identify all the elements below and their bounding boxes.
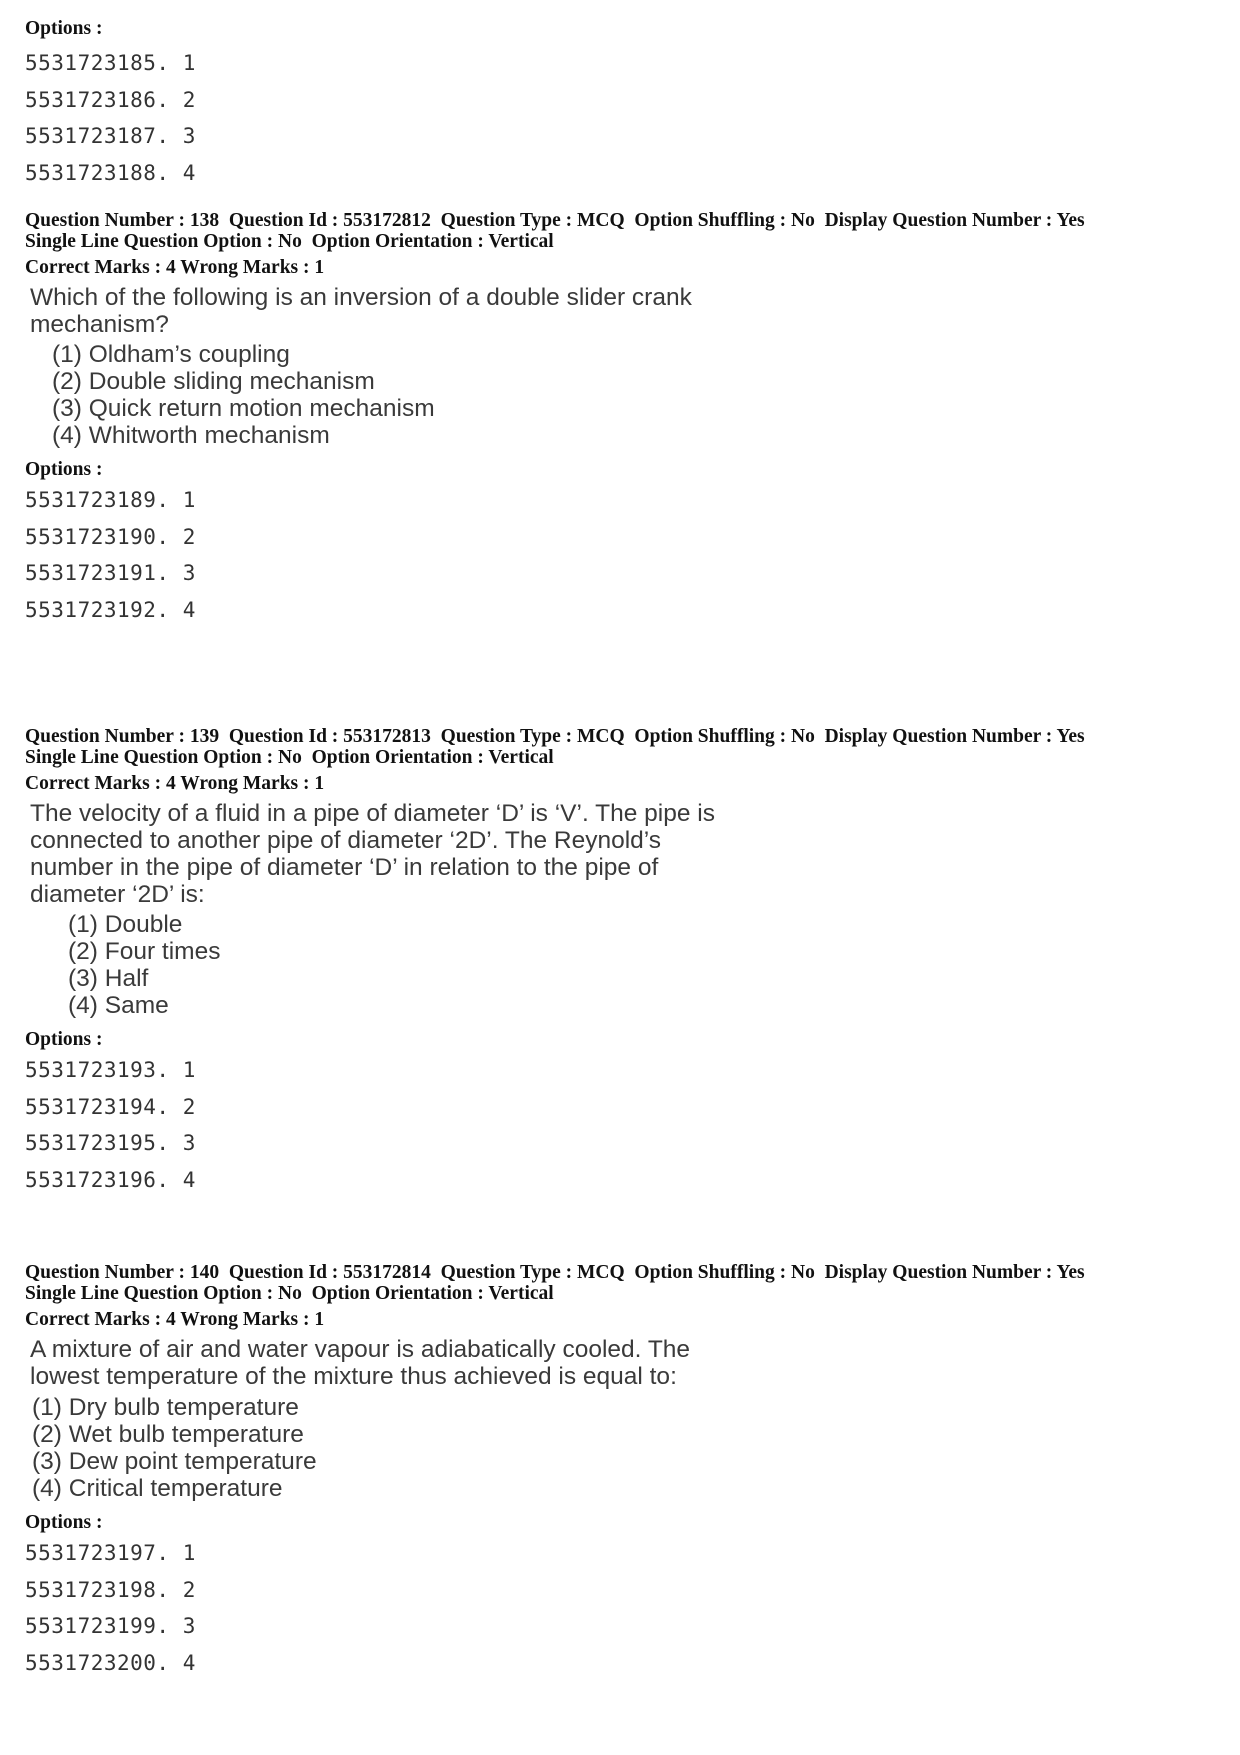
- answer-choice: (2) Double sliding mechanism: [52, 368, 375, 395]
- question-meta: Question Number : 140 Question Id : 553172814 Question Type : MCQ Option Shuffling : No Display Question Number : Yes: [25, 1262, 1085, 1283]
- option-row: 5531723195. 3: [25, 1131, 196, 1155]
- option-row: 5531723186. 2: [25, 87, 196, 112]
- question-140: [25, 1262, 1215, 1681]
- question-meta: Question Number : 138 Question Id : 553172812 Question Type : MCQ Option Shuffling : No Display Question Number : Yes: [25, 210, 1085, 231]
- question-meta: Single Line Question Option : No Option Orientation : Vertical: [25, 747, 554, 768]
- answer-choice: (1) Oldham’s coupling: [52, 341, 290, 368]
- answer-choice: (4) Whitworth mechanism: [52, 422, 330, 449]
- option-row: 5531723185. 1: [25, 51, 196, 75]
- question-138: [25, 210, 1215, 628]
- answer-choice: (1) Double: [68, 911, 183, 938]
- option-row: 5531723194. 2: [25, 1094, 196, 1119]
- option-row: 5531723189. 1: [25, 488, 196, 512]
- option-row: 5531723190. 2: [25, 524, 196, 549]
- question-meta: Single Line Question Option : No Option Orientation : Vertical: [25, 231, 554, 252]
- question-line: diameter ‘2D’ is:: [30, 881, 205, 908]
- options-label: Options :: [25, 1512, 103, 1533]
- option-row: 5531723191. 3: [25, 561, 196, 585]
- question-marks: Correct Marks : 4 Wrong Marks : 1: [25, 773, 325, 794]
- option-row: 5531723200. 4: [25, 1650, 196, 1675]
- answer-choice: (3) Dew point temperature: [32, 1448, 317, 1475]
- answer-choice: (2) Wet bulb temperature: [32, 1421, 304, 1448]
- answer-choice: (3) Quick return motion mechanism: [52, 395, 435, 422]
- question-text: [30, 284, 1215, 449]
- question-marks: Correct Marks : 4 Wrong Marks : 1: [25, 257, 325, 278]
- answer-choice: (4) Same: [68, 992, 169, 1019]
- option-row: 5531723199. 3: [25, 1614, 196, 1638]
- question-meta: Single Line Question Option : No Option Orientation : Vertical: [25, 1283, 554, 1304]
- question-text: [30, 1336, 1215, 1502]
- question-line: connected to another pipe of diameter ‘2D’. The Reynold’s: [30, 827, 662, 854]
- answer-choice: (3) Half: [68, 965, 149, 992]
- question-139: [25, 726, 1215, 1198]
- question-text: [30, 800, 1215, 1019]
- options-label: Options :: [25, 459, 103, 480]
- question-line: A mixture of air and water vapour is adiabatically cooled. The: [30, 1336, 691, 1363]
- options-label: Options :: [25, 1029, 103, 1050]
- option-row: 5531723198. 2: [25, 1577, 196, 1602]
- option-row: 5531723192. 4: [25, 597, 196, 622]
- options-label: Options :: [25, 18, 103, 39]
- option-row: 5531723187. 3: [25, 124, 196, 148]
- question-line: The velocity of a fluid in a pipe of diameter ‘D’ is ‘V’. The pipe is: [30, 800, 715, 827]
- option-row: 5531723193. 1: [25, 1058, 196, 1082]
- option-row: 5531723196. 4: [25, 1167, 196, 1192]
- question-marks: Correct Marks : 4 Wrong Marks : 1: [25, 1309, 325, 1330]
- answer-choice: (1) Dry bulb temperature: [32, 1394, 299, 1421]
- question-line: lowest temperature of the mixture thus achieved is equal to:: [30, 1363, 677, 1390]
- question-line: number in the pipe of diameter ‘D’ in relation to the pipe of: [30, 854, 659, 881]
- option-row: 5531723197. 1: [25, 1541, 196, 1565]
- option-row: 5531723188. 4: [25, 160, 196, 185]
- question-line: mechanism?: [30, 311, 169, 338]
- previous-question-options: [25, 18, 1215, 191]
- answer-choice: (4) Critical temperature: [32, 1475, 283, 1502]
- question-meta: Question Number : 139 Question Id : 553172813 Question Type : MCQ Option Shuffling : No Display Question Number : Yes: [25, 726, 1085, 747]
- answer-choice: (2) Four times: [68, 938, 221, 965]
- question-line: Which of the following is an inversion of a double slider crank: [30, 284, 692, 311]
